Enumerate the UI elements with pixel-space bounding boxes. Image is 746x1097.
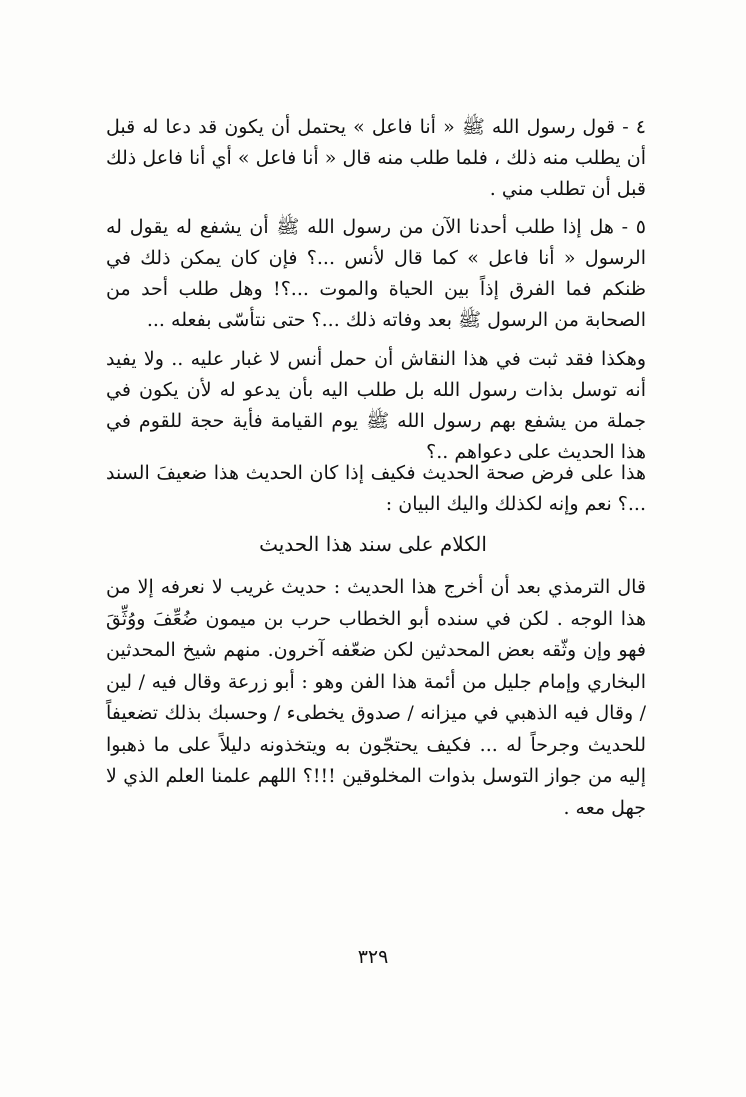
paragraph-conclusion-text: وهكذا فقد ثبت في هذا النقاش أن حمل أنس لا غبار عليه .. ولا يفيد أنه توسل بذات رسول الله بل طلب اليه بأن يدعو له لأن يكون في جملة من يشفع بهم رسول الله ﷺ يوم القيامة فأية حجة للقوم في هذا الحديث على دعواهم ..؟ xyxy=(106,348,646,463)
paragraph-point-5 xyxy=(106,212,646,336)
paragraph-closing-text: هذا على فرض صحة الحديث فكيف إذا كان الحديث هذا ضعيفَ السند ...؟ نعم وإنه لكذلك واليك البيان : xyxy=(106,462,646,515)
paragraph-closing xyxy=(106,458,646,520)
paragraph-point-4 xyxy=(106,112,646,205)
paragraph-point-4-text: ٤ - قول رسول الله ﷺ « أنا فاعل » يحتمل أن يكون قد دعا له قبل أن يطلب منه ذلك ، فلما طلب منه قال « أنا فاعل » أي أنا فاعل ذلك قبل أن تطلب مني . xyxy=(106,116,646,200)
section-body-text: قال الترمذي بعد أن أخرج هذا الحديث : حديث غريب لا نعرفه إلا من هذا الوجه . لكن في سنده أبو الخطاب حرب بن ميمون ضُعِّفَ ووُثِّقَ فهو وإن وثّقه بعض المحدثين لكن ضعّفه آخرون. منهم شيخ المحدثين البخاري وإمام جليل من أئمة هذا الفن وهو : أبو زرعة وقال فيه / لين / وقال فيه الذهبي في ميزانه / صدوق يخطىء / وحسبك بذلك تضعيفاً للحديث وجرحاً له ... فكيف يحتجّون به ويتخذونه دليلاً على ما ذهبوا إليه من جواز التوسل بذوات المخلوقين !!!؟ اللهم علمنا العلم الذي لا جهل معه . xyxy=(106,576,646,819)
page-number: ٣٢٩ xyxy=(357,946,389,968)
section-heading: الكلام على سند هذا الحديث xyxy=(259,532,487,556)
paragraph-conclusion xyxy=(106,344,646,468)
section-body xyxy=(106,572,646,824)
paragraph-point-5-text: ٥ - هل إذا طلب أحدنا الآن من رسول الله ﷺ أن يشفع له يقول له الرسول « أنا فاعل » كما قال لأنس ...؟ فإن كان يمكن ذلك في ظنكم فما الفرق إذاً بين الحياة والموت ...؟! وهل طلب أحد من الصحابة من الرسول ﷺ بعد وفاته ذلك ...؟ حتى نتأسّى بفعله ... xyxy=(106,216,646,331)
